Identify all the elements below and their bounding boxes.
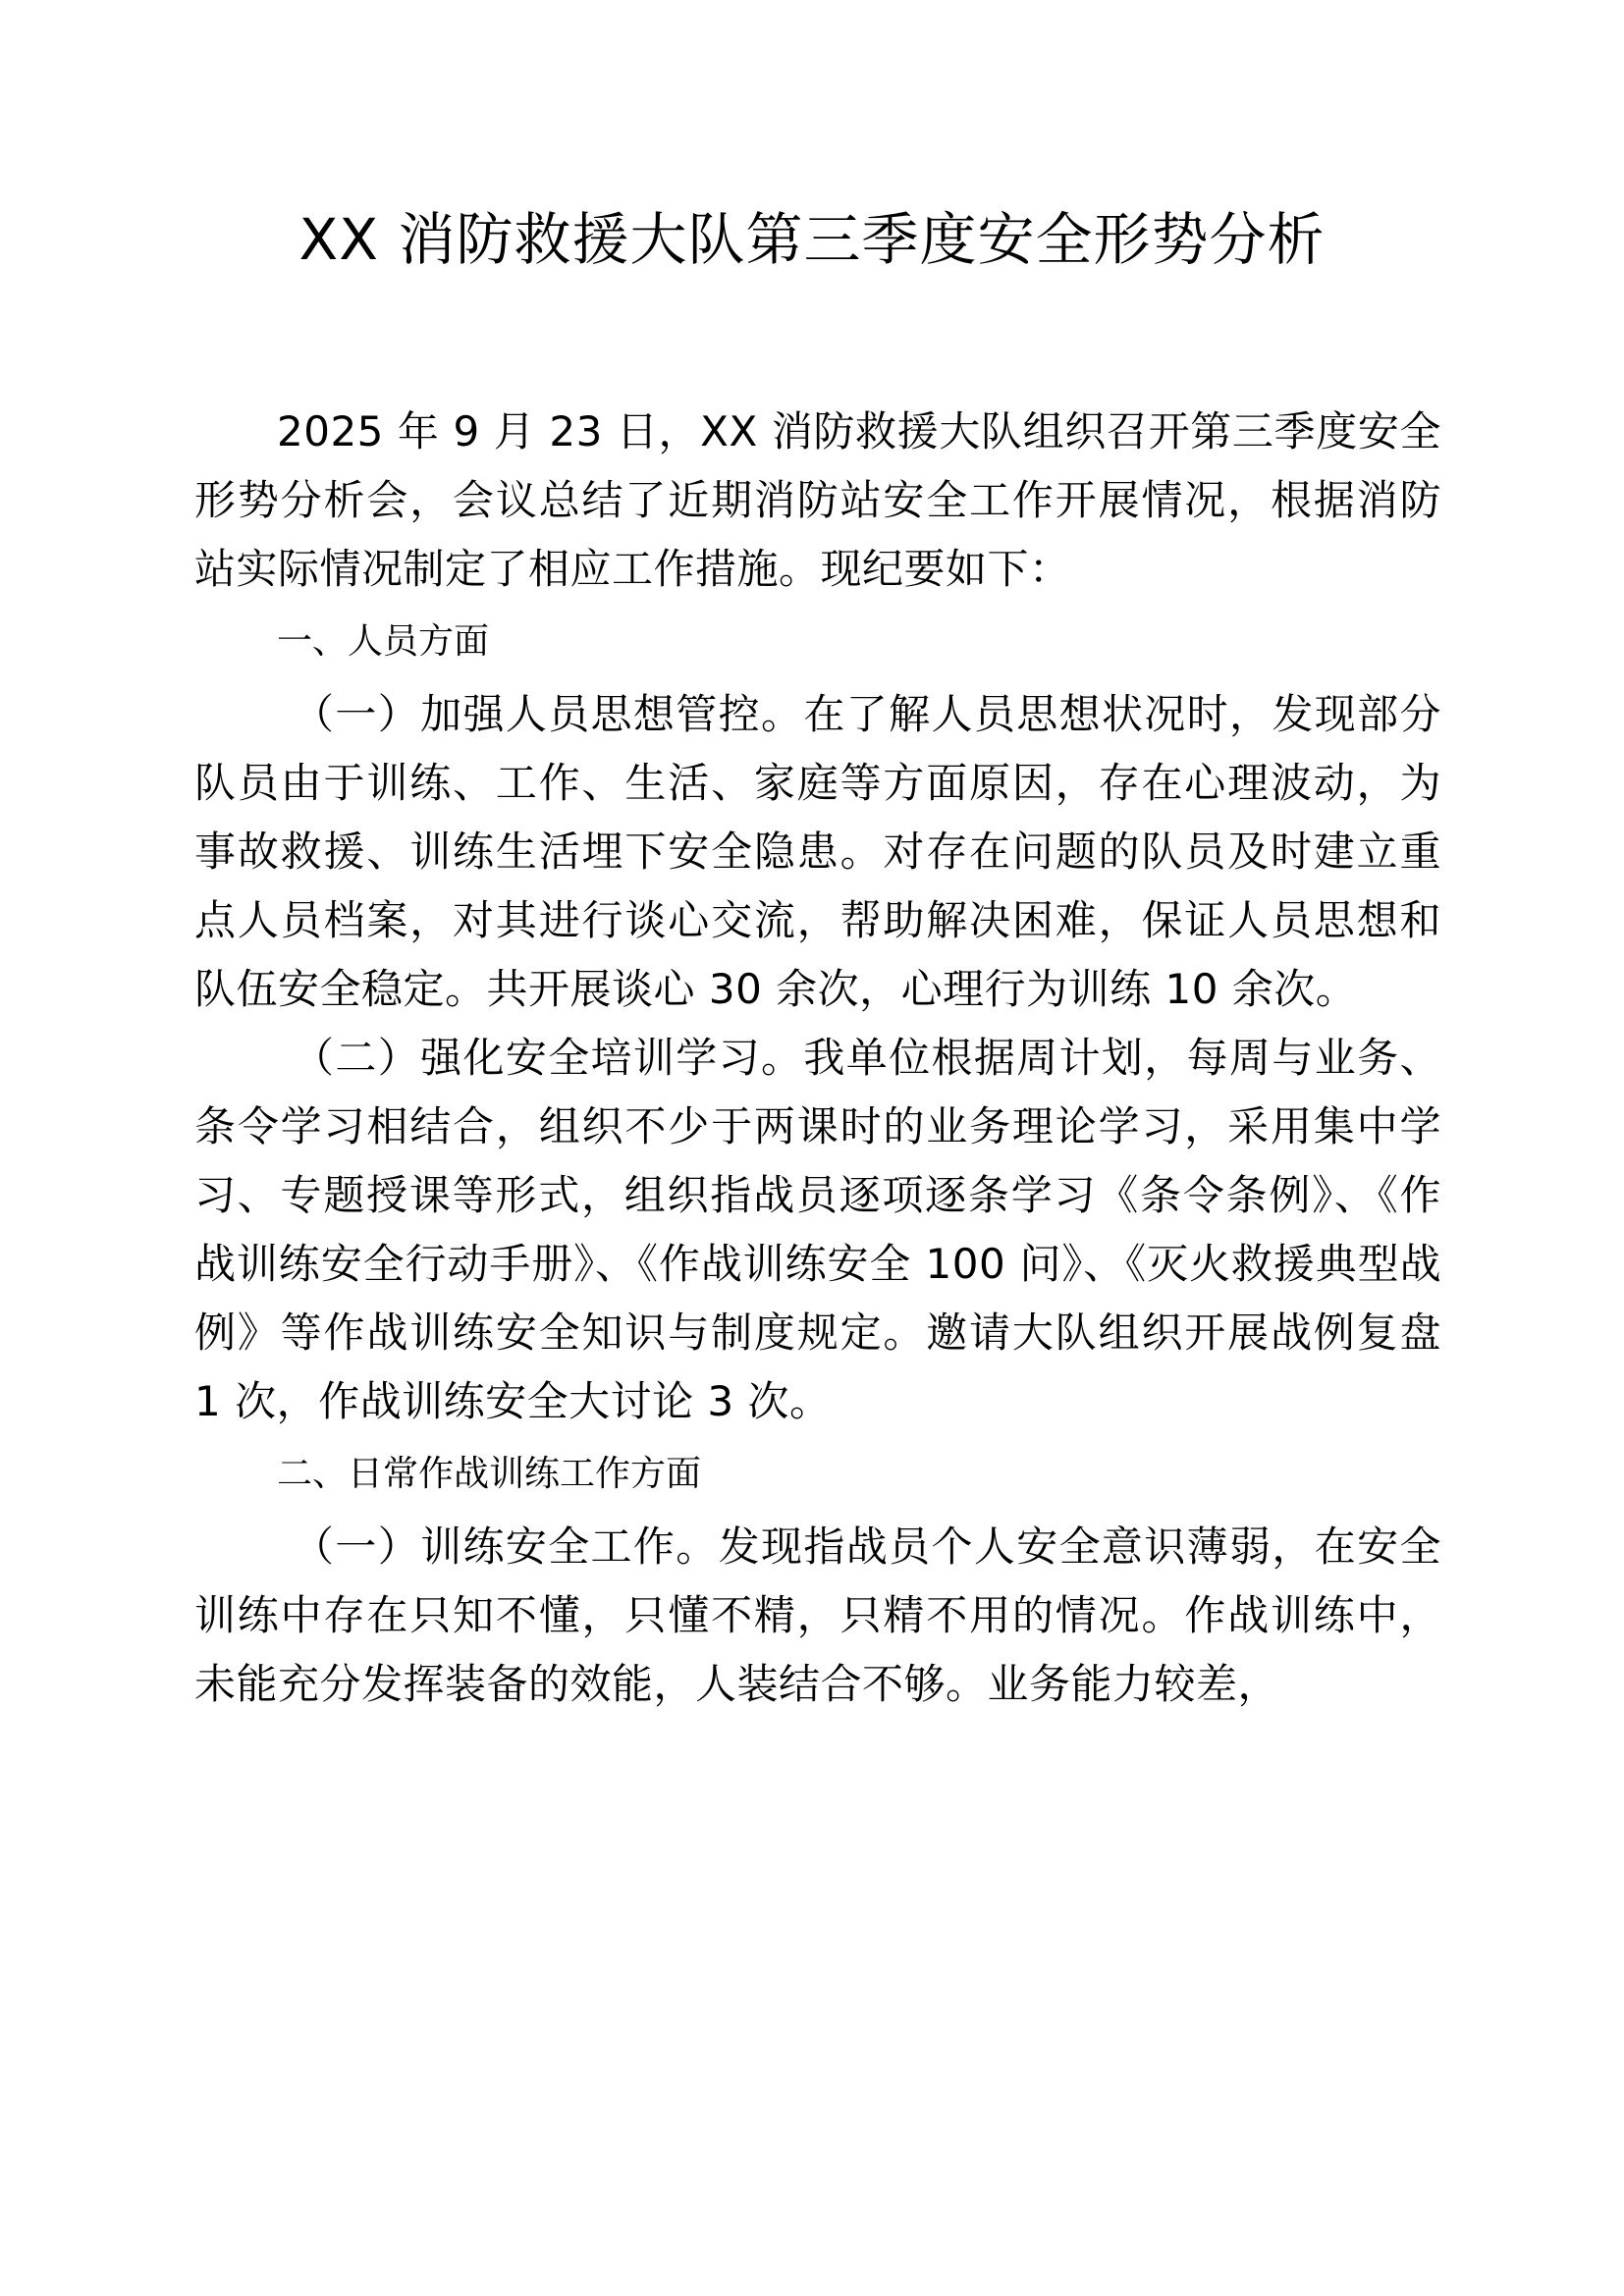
intro-paragraph: 2025 年 9 月 23 日，XX 消防救援大队组织召开第三季度安全形势分析会，会议总结了近期消防站安全工作开展情况，根据消防站实际情况制定了相应工作措施。现纪要如下： xyxy=(194,407,1441,593)
paragraph-ideological-control: （一）加强人员思想管控。在了解人员思想状况时，发现部分队员由于训练、工作、生活、家庭等方面原因，存在心理波动，为事故救援、训练生活埋下安全隐患。对存在问题的队员及时建立重点人员档案，对其进行谈心交流，帮助解决困难，保证人员思想和队伍安全稳定。共开展谈心 30 余次，心理行为训练 10 余次。 xyxy=(194,690,1441,1013)
section-heading-personnel: 一、人员方面 xyxy=(277,621,490,662)
paragraph-training-safety: （一）训练安全工作。发现指战员个人安全意识薄弱，在安全训练中存在只知不懂，只懂不精，只精不用的情况。作战训练中，未能充分发挥装备的效能，人装结合不够。业务能力较差， xyxy=(194,1522,1441,1708)
section-heading-daily-training: 二、日常作战训练工作方面 xyxy=(277,1454,702,1494)
document-body xyxy=(194,398,1441,1719)
document-title: XX 消防救援大队第三季度安全形势分析 xyxy=(298,206,1326,273)
paragraph-safety-training: （二）强化安全培训学习。我单位根据周计划，每周与业务、条令学习相结合，组织不少于两课时的业务理论学习，采用集中学习、专题授课等形式，组织指战员逐项逐条学习《条令条例》、《作战训练安全行动手册》、《作战训练安全 100 问》、《灭火救援典型战例》等作战训练安全知识与制度规定。邀请大队组织开展战例复盘 1 次，作战训练安全大讨论 3 次。 xyxy=(194,1034,1441,1425)
